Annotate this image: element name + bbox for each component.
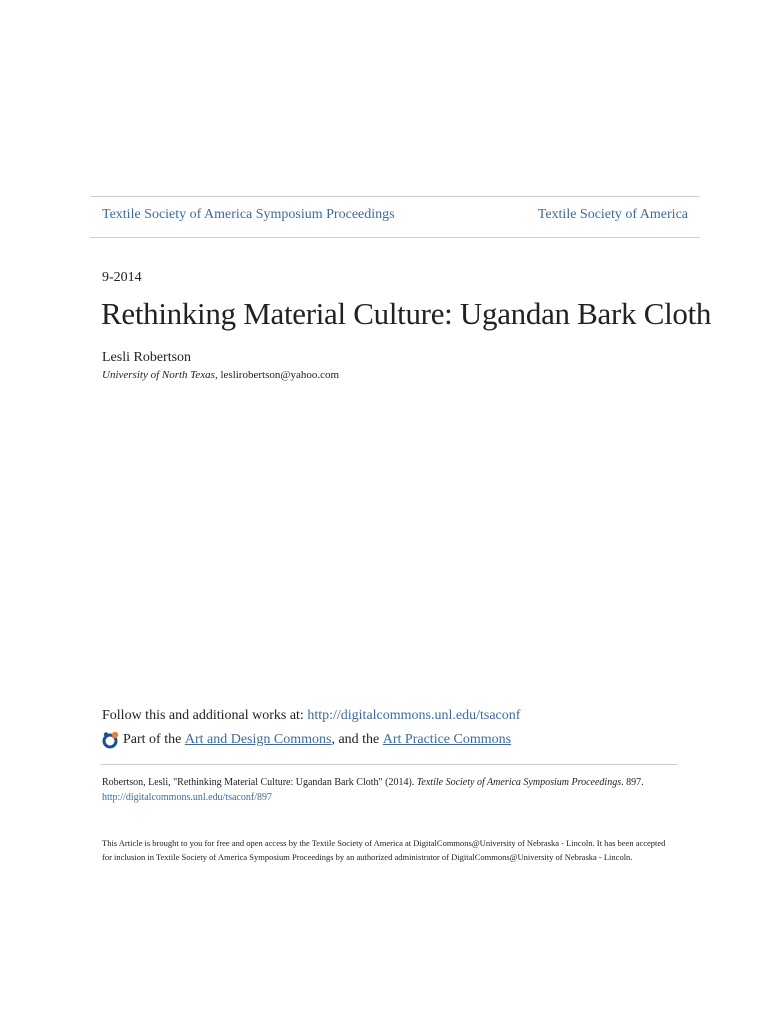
institution-name: University of North Texas — [102, 369, 215, 381]
author-affiliation — [102, 369, 339, 381]
digital-commons-network-icon — [102, 731, 120, 749]
divider — [100, 764, 678, 765]
part-of-middle: , and the — [331, 732, 380, 747]
access-notice: This Article is brought to you for free and open access by the Textile Society of America at DigitalCommons@University of Nebraska - Lincoln. It has been accepted for inclusion in Textile Society of America Symposium Proceedings by an authorized administrator of DigitalCommons@University of Nebraska - Lincoln. — [102, 838, 666, 862]
citation-number: . 897. — [621, 777, 644, 788]
email-separator: , — [214, 369, 221, 381]
citation-journal: Textile Society of America Symposium Proceedings — [416, 777, 622, 788]
art-practice-commons-link[interactable]: Art Practice Commons — [382, 732, 512, 747]
part-of-prefix: Part of the — [123, 732, 182, 747]
citation-block — [102, 775, 672, 805]
header-bar — [90, 196, 700, 238]
part-of-line — [102, 731, 511, 749]
art-design-commons-link[interactable]: Art and Design Commons — [184, 732, 332, 747]
organization-link[interactable]: Textile Society of America — [537, 207, 688, 222]
collection-url-link[interactable]: http://digitalcommons.unl.edu/tsaconf — [307, 708, 521, 723]
follow-text: Follow this and additional works at: — [102, 708, 308, 723]
citation-url-link[interactable]: http://digitalcommons.unl.edu/tsaconf/897 — [102, 792, 272, 803]
series-link[interactable]: Textile Society of America Symposium Proceedings — [102, 207, 395, 222]
publication-date: 9-2014 — [102, 270, 142, 285]
author-name: Lesli Robertson — [102, 350, 192, 365]
article-title: Rethinking Material Culture: Ugandan Bark Cloth — [101, 296, 712, 331]
author-email: leslirobertson@yahoo.com — [220, 369, 340, 381]
follow-line — [102, 708, 520, 724]
citation-text: Robertson, Lesli, "Rethinking Material Culture: Ugandan Bark Cloth" (2014). — [102, 777, 417, 788]
